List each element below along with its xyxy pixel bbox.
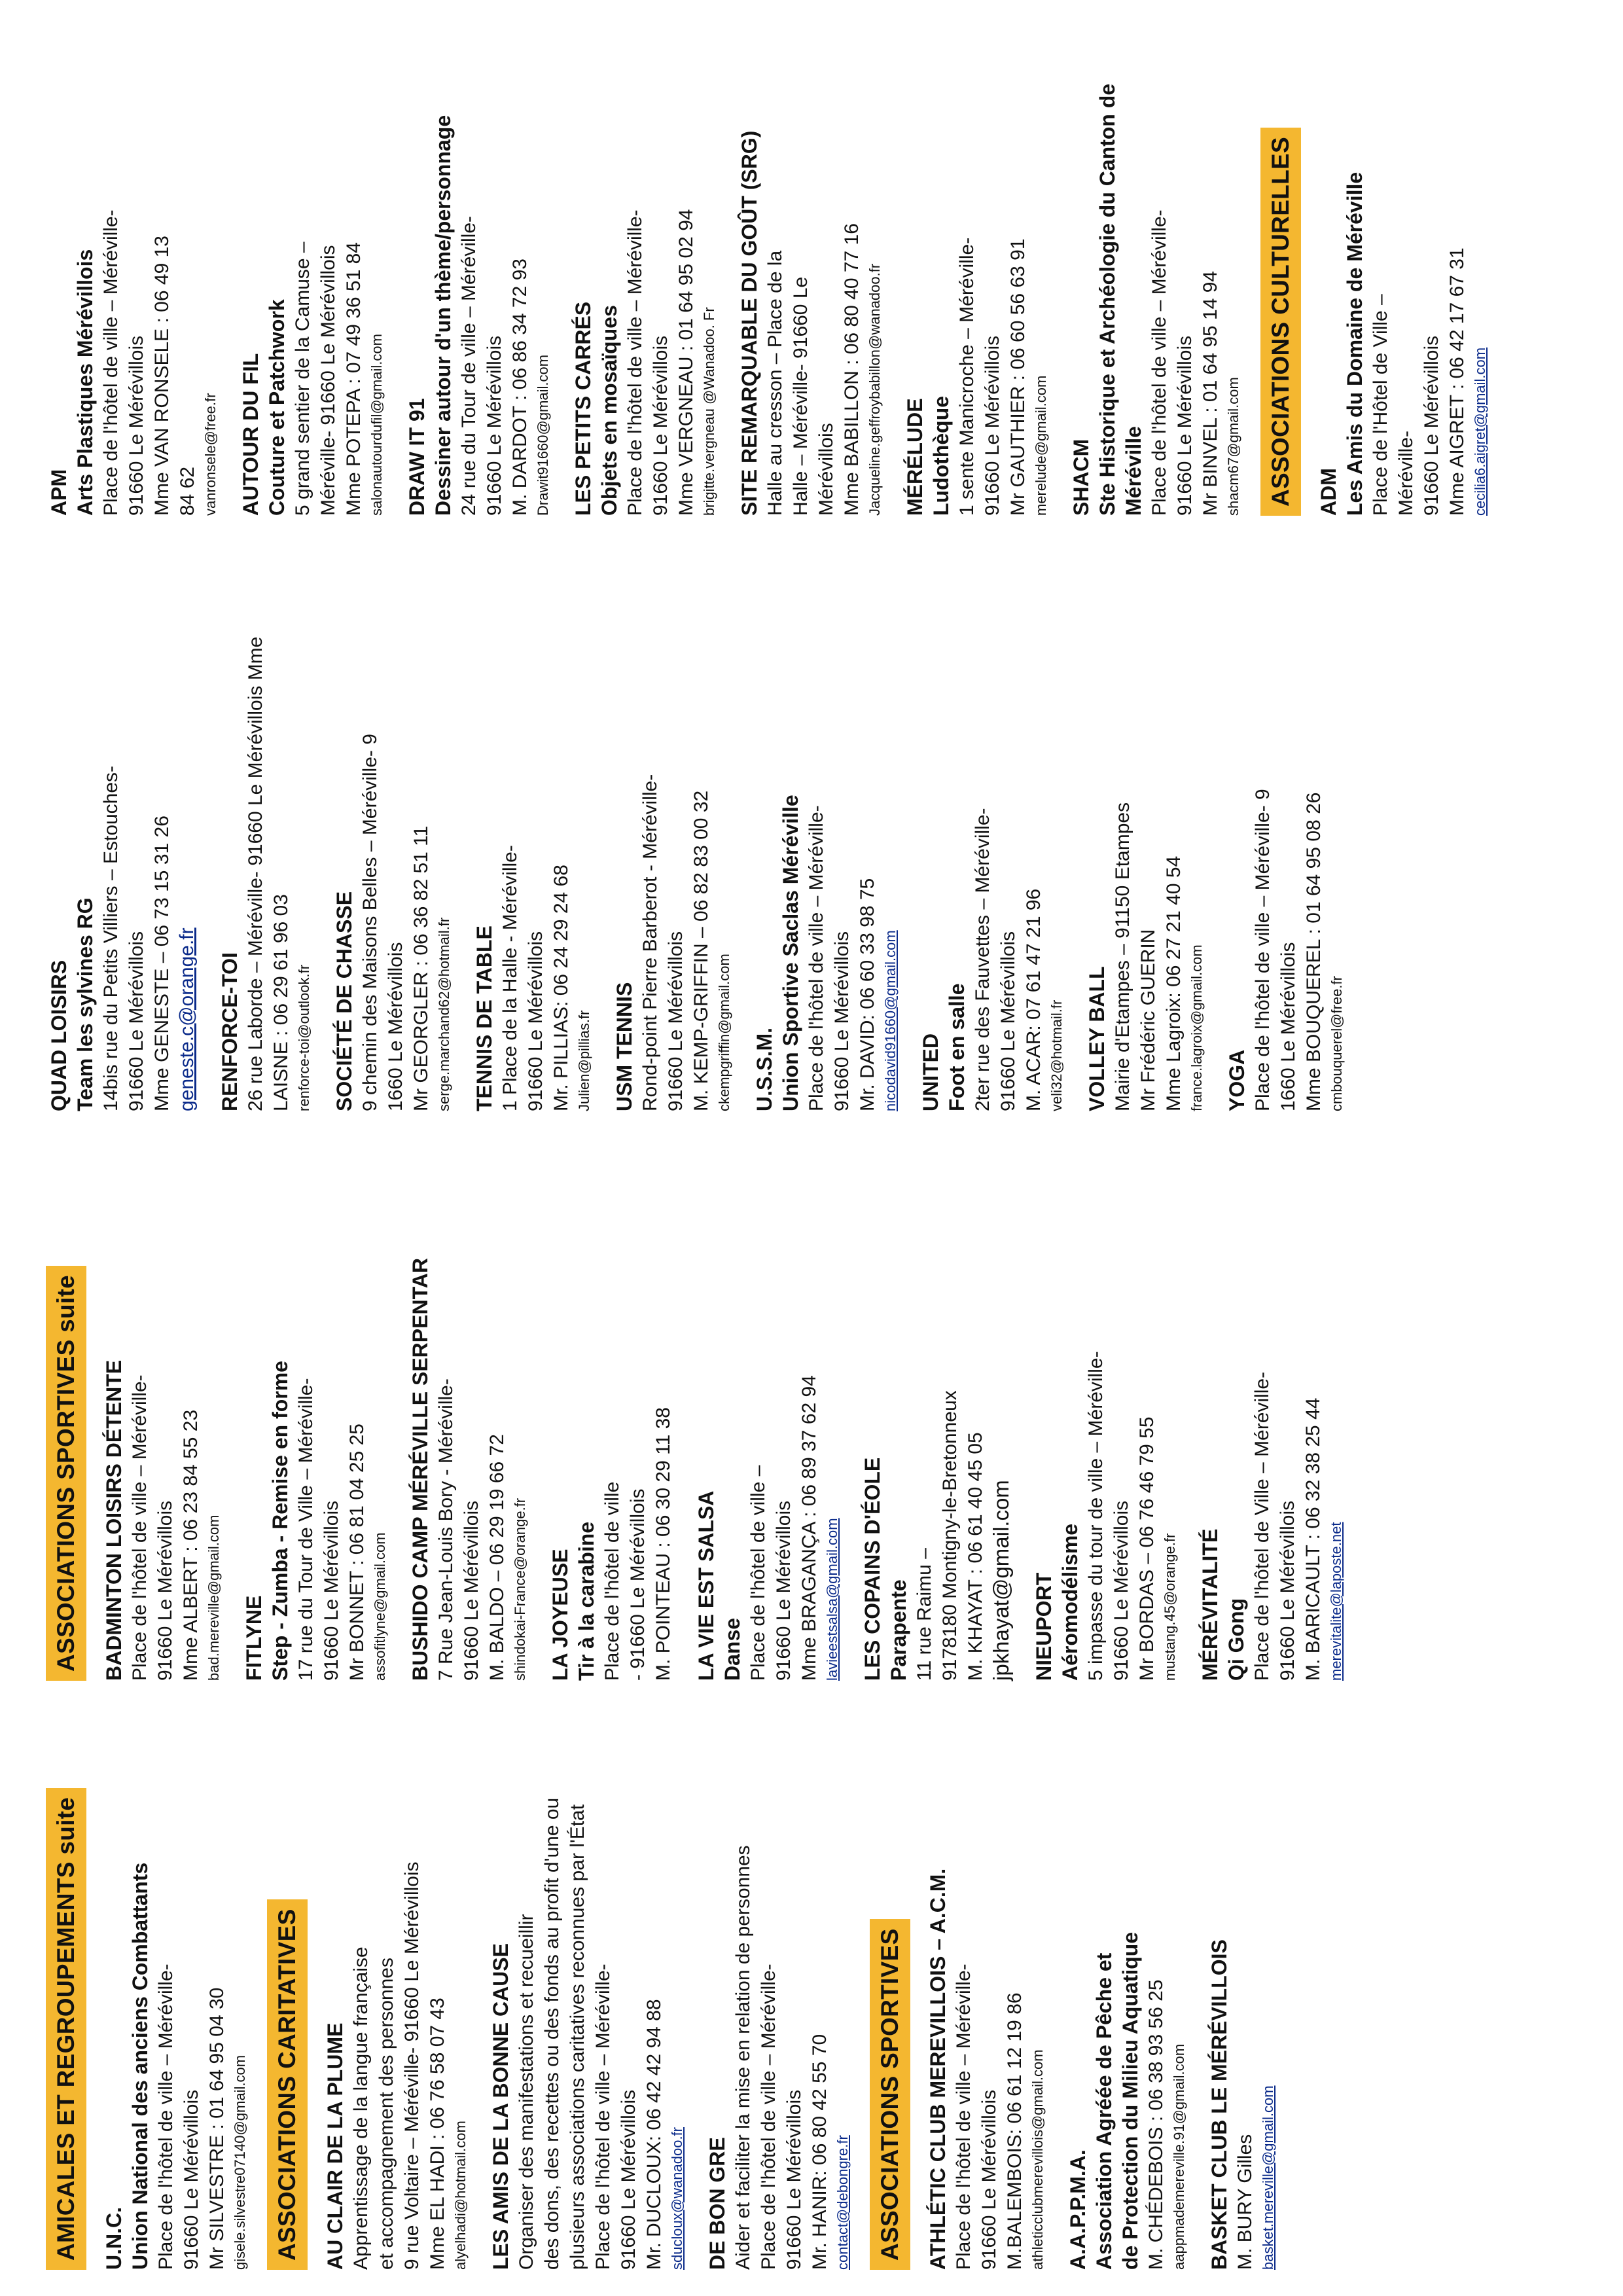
association-detail: 5 impasse du tour de ville – Méréville- [1085,1351,1107,1681]
association-entry [918,522,1067,1111]
association-detail: 91660 Le Mérévillois [525,931,546,1111]
association-email[interactable]: sducloux@wanadoo.fr [669,2126,685,2270]
association-email: gisele.silvestre07140@gmail.com [232,2054,248,2270]
association-name: BUSHIDO CAMP MÉRÉVILLE SERPENTAR [408,1258,432,1681]
association-detail: 1 sente Manicroche – Méréville- [956,237,978,516]
association-name: QUAD LOISIRS [47,960,71,1111]
association-detail: Mr Frédéric GUERIN [1137,929,1159,1111]
association-detail: Halle au cresson – Place de la [764,250,786,516]
column-3 [46,522,1364,1111]
association-email: bad.mereville@gmail.com [205,1515,222,1681]
association-detail: M. DARDOT : 06 86 34 72 93 [509,259,531,516]
column-1 [46,1694,1295,2270]
association-email: Drawit91660@gmail.com [535,354,551,516]
section-header: AMICALES ET REGROUPEMENTS suite [46,1788,86,2270]
association-name: RENFORCE-TOI [218,952,241,1111]
association-entry [925,1694,1048,2270]
association-detail: LAISNE : 06 29 61 96 03 [270,894,292,1111]
association-detail: 91660 Le Mérévillois [665,931,687,1111]
association-email[interactable]: merevitalite@laposte.net [1328,1522,1344,1681]
association-detail: Place de l'hôtel de ville – Méréville- [806,805,827,1111]
association-detail: Place de l'hôtel de ville – Méréville- [1149,209,1170,516]
association-entry [241,1131,390,1681]
association-detail: 9 rue Voltaire – Méréville- 91660 Le Mérévillois [401,1861,423,2270]
association-detail: Mr BINVEL : 01 64 95 14 94 [1200,270,1221,516]
association-activity: Tir à la carabine [575,1521,598,1681]
association-email: brigitte.vergneau @Wanadoo. Fr [701,307,717,516]
association-detail: 9 chemin des Maisons Belles – Méréville- 9 [359,734,381,1111]
association-detail: Mme BRAGANÇA : 06 89 37 62 94 [798,1375,820,1681]
association-detail: Mme BOUQUEREL : 01 64 95 08 26 [1303,792,1325,1111]
association-detail: Mr. DUCLOUX: 06 42 42 94 88 [643,1999,665,2270]
association-detail: 91660 Le Mérévillois [978,2089,1000,2270]
association-detail: 91660 Le Mérévillois [1174,335,1196,516]
association-detail: Mr. HANIR: 06 80 42 55 70 [809,2034,830,2270]
association-detail: Mr. PILLIAS: 06 24 29 24 68 [550,865,572,1111]
association-detail: Apprentissage de la langue française [350,1946,372,2270]
association-email: vanronsele@free.fr [202,393,219,516]
association-detail: 1 Place de la Halle - Méréville- [499,845,521,1111]
association-entry [611,522,734,1111]
association-entry [859,1131,1014,1681]
association-entry [736,18,885,516]
association-entry [46,522,200,1111]
association-detail: Mr SILVESTRE : 01 64 95 04 30 [206,1987,228,2270]
association-email: assofitlyne@gmail.com [372,1532,388,1681]
association-entry [331,522,454,1111]
association-activity: Dessiner autour d'un thème/personnage [431,115,455,516]
association-detail: 91660 Le Mérévillois [126,931,147,1111]
association-entry [404,18,553,516]
association-detail: Mr GAUTHIER : 06 60 56 63 91 [1007,238,1029,516]
association-entry [1315,18,1490,516]
association-email[interactable]: contact@debongre.fr [834,2135,851,2270]
association-entry [1068,18,1243,516]
association-detail: 5 grand sentier de la Camuse – [292,242,313,516]
association-detail: 9178180 Montigny-le-Bretonneux [939,1390,961,1681]
association-detail: 91660 Le Mérévillois [1421,335,1442,516]
column-2 [46,1131,1363,1681]
association-name: LA JOYEUSE [548,1549,572,1681]
association-detail: plusieurs associations caritatives reconnues par l'État [567,1804,588,2270]
association-detail: 91660 Le Mérévillois [773,1500,794,1681]
association-name: SHACM [1069,439,1093,516]
association-email: mustang.45@orange.fr [1162,1533,1178,1681]
association-detail: Place de l'hôtel de ville – [747,1465,769,1681]
association-entry [46,18,221,516]
association-email: jpkhayat@gmail.com [989,1480,1013,1681]
association-name: NIEUPORT [1032,1572,1056,1681]
association-email: shindokai-France@orange.fr [512,1498,528,1681]
association-detail: Mme GENESTE – 06 73 15 31 26 [151,816,173,1111]
association-activity: Qi Gong [1224,1598,1248,1681]
association-detail: des dons, des recettes ou des fonds au profit d'une ou [541,1797,563,2270]
association-email: renforce-toi@outlook.fr [296,964,312,1111]
association-name: A.A.P.P.M.A. [1066,2149,1090,2270]
association-detail: - 91660 Le Mérévillois [627,1488,649,1681]
association-email[interactable]: nicodavid91660@gmail.com [882,930,899,1111]
association-entry [751,522,901,1111]
association-detail: Place de l'hôtel de ville [601,1481,623,1681]
association-name: ADM [1317,468,1340,516]
association-detail: 91660 Le Mérévillois [618,2089,639,2270]
association-detail: 91660 Le Mérévillois [126,335,147,516]
association-detail: de Protection du Milieu Aquatique [1118,1931,1142,2270]
association-name: LES AMIS DE LA BONNE CAUSE [489,1943,512,2270]
association-detail: M. KHAYAT : 06 61 40 45 05 [965,1432,986,1681]
association-email: cmbouquerel@free.fr [1329,976,1345,1111]
association-detail: Mairie d'Etampes – 91150 Etampes [1112,802,1133,1111]
association-activity: Objets en mosaïques [597,305,621,516]
association-activity: Foot en salle [945,983,969,1111]
association-entry [488,1694,687,2270]
association-detail: 91660 Le Mérévillois [982,335,1003,516]
association-detail: Place de l'hôtel de ville – Méréville- [100,209,122,516]
association-detail: Place de l'hôtel de ville – Méréville- [592,1964,614,2270]
section-header: ASSOCIATIONS CULTURELLES [1260,128,1301,516]
association-name: VOLLEY BALL [1085,966,1109,1111]
association-entry [704,1694,853,2270]
association-email[interactable]: basket.mereville@gmail.com [1260,2085,1276,2270]
association-detail: Mme AIGRET : 06 42 17 67 31 [1446,247,1468,516]
association-email: france.lagroix@gmail.com [1188,944,1205,1111]
association-detail: 1660 Le Mérévillois [385,942,406,1111]
association-detail: M. POINTEAU : 06 30 29 11 38 [652,1407,674,1681]
association-email: aappmademereville.91@gmail.com [1171,2043,1187,2270]
association-activity: Union Sportive Saclas Méréville [779,795,802,1111]
association-name: UNITED [919,1033,942,1111]
association-activity: Les Amis du Domaine de Méréville [1343,171,1366,516]
association-activity: Parapente [887,1579,910,1681]
association-name: DE BON GRE [705,2137,729,2270]
association-detail: 1660 Le Mérévillois [1277,942,1299,1111]
association-detail: Mr. DAVID: 06 60 33 98 75 [857,878,878,1111]
association-detail: 91660 Le Mérévillois [650,335,671,516]
association-detail: 91660 Le Mérévillois [461,1500,482,1681]
association-name: LA VIE EST SALSA [694,1490,718,1681]
association-name: DRAW IT 91 [405,398,429,516]
association-email[interactable]: cecilia6.aigret@gmail.com [1472,347,1488,516]
association-detail: 91660 Le Mérévillois [783,2089,805,2270]
association-detail: 84 62 [177,466,198,516]
association-activity: Step - Zumba - Remise en forme [268,1361,292,1681]
association-name: LES PETITS CARRÉS [571,301,595,516]
association-entry [693,1131,842,1681]
association-entry [471,522,594,1111]
column-4 [46,18,1507,516]
association-detail: Association Agréée de Pêche et [1092,1952,1116,2270]
association-detail: M. BALDO – 06 29 19 66 72 [486,1434,508,1681]
association-detail: 91660 Le Mérévillois [181,2089,202,2270]
section-header: ASSOCIATIONS CARITATIVES [267,1899,308,2270]
association-detail: 2ter rue des Fauvettes – Méréville- [972,808,993,1111]
association-name: FITLYNE [242,1595,266,1681]
section-header: ASSOCIATIONS SPORTIVES suite [46,1266,86,1681]
association-detail: Méréville- 91660 Le Mérévillois [317,245,339,516]
association-name: LES COPAINS D'ÉOLE [861,1457,884,1681]
association-name: ATHLÉTIC CLUB MEREVILLOIS – A.C.M. [926,1868,950,2270]
association-detail: 11 rue Raimu – [914,1548,935,1681]
association-email: shacm67@gmail.com [1225,377,1241,516]
association-detail: 91660 Le Mérévillois [997,931,1019,1111]
association-entry [238,18,387,516]
association-detail: Mme VERGNEAU : 01 64 95 02 94 [675,209,697,516]
association-activity: Danse [721,1617,744,1681]
association-activity: Couture et Patchwork [265,299,289,516]
association-entry [1224,522,1347,1111]
association-detail: Mme POTEPA : 07 49 36 51 84 [343,242,365,516]
association-detail: Place de l'Hôtel de Ville – [1370,294,1391,516]
association-detail: 26 rue Laborde – Méréville- 91660 Le Mérévillois Mme [245,636,266,1111]
association-detail: Place de l'hôtel de Ville – Méréville- [1251,1371,1273,1681]
association-detail: Place de l'hôtel de ville – Méréville- [953,1964,974,2270]
association-name: U.S.S.M. [753,1027,776,1111]
association-name: APM [47,469,71,516]
association-entry [1206,1694,1278,2270]
association-entry [1031,1131,1180,1681]
association-entry [1084,522,1207,1111]
section-header: ASSOCIATIONS SPORTIVES [870,1919,910,2270]
association-detail: 91660 Le Mérévillois [484,335,505,516]
association-entry [101,1131,224,1681]
association-name: BADMINTON LOISIRS DÉTENTE [102,1359,126,1681]
association-detail: Mérévillois [815,423,837,516]
association-detail: 91660 Le Mérévillois [1111,1500,1132,1681]
association-entry [1197,1131,1346,1681]
association-entry [407,1131,530,1681]
association-detail: 91660 Le Mérévillois [831,931,853,1111]
association-entry [547,1131,676,1681]
association-name: AU CLAIR DE LA PLUME [323,2022,347,2270]
association-detail: 91660 Le Mérévillois [154,1500,176,1681]
association-name: MÉRÉLUDE [903,398,927,516]
association-detail: Place de l'hôtel de ville – Méréville- [155,1964,177,2270]
association-name: MÉRÉVITALITÉ [1198,1528,1222,1681]
association-entry [217,522,314,1111]
association-detail: Rond-point Pierre Barberot - Méréville- [639,774,661,1111]
association-name: SITE REMARQUABLE DU GOÛT (SRG) [738,130,761,516]
association-detail: Mme Lagroix: 06 27 21 40 54 [1163,855,1185,1111]
association-detail: Mr GEORGLER : 06 36 82 51 11 [410,825,432,1111]
association-activity: Arts Plastiques Mérévillois [73,249,97,516]
association-name: AUTOUR DU FIL [239,353,262,516]
association-email: serge.marchand62@hotmail.fr [436,917,452,1111]
association-email: veli32@hotmail.fr [1048,999,1065,1111]
association-detail: M. BARICAULT : 06 32 38 25 44 [1302,1397,1324,1681]
association-name: YOGA [1225,1049,1249,1111]
association-name: SOCIÉTÉ DE CHASSE [332,891,356,1111]
association-detail: M. KEMP-GRIFFIN – 06 82 83 00 32 [690,790,712,1111]
association-entry [322,1694,471,2270]
association-detail: M. CHÉDEBOIS : 06 38 93 56 25 [1145,1979,1167,2270]
association-email: Jacqueline.geffroybabillon@wanadoo.fr [866,263,883,516]
association-email: ckempgriffin@gmail.com [716,954,732,1111]
association-detail: Place de l'hôtel de ville – Méréville- [129,1374,151,1681]
association-entry [1065,1694,1189,2270]
association-detail: 14bis rue du Petits Villiers – Estouches- [100,765,122,1111]
association-name: USM TENNIS [613,982,636,1111]
association-detail: Organiser des manifestations et recueillir [516,1914,537,2270]
association-detail: Mme BABILLON : 06 80 40 77 16 [841,223,863,516]
association-detail: M. ACAR: 07 61 47 21 96 [1023,888,1044,1111]
association-detail: et accompagnement des personnes [376,1958,397,2270]
association-name: U.N.C. [102,2207,126,2270]
association-email: athleticclubmerevillois@gmail.com [1029,2049,1046,2270]
association-email: merelude@gmail.com [1033,375,1049,516]
association-email: alyelhadi@hotmail.com [452,2121,469,2270]
association-detail: 17 rue du Tour de Ville – Méréville- [295,1378,317,1681]
association-entry [570,18,719,516]
association-detail: Place de l'hôtel de ville – Méréville- 9 [1252,789,1274,1111]
association-detail: M.BALEMBOIS: 06 61 12 19 86 [1004,1992,1026,2270]
association-entry [101,1694,250,2270]
association-activity: Aéromodélisme [1058,1523,1082,1681]
association-detail: Mme VAN RONSELE : 06 49 13 [151,236,173,516]
association-detail: Méréville- [1395,430,1417,516]
association-detail: 7 Rue Jean-Louis Bory - Méréville- [435,1378,457,1681]
association-entry [902,18,1051,516]
association-detail: M. BURY Gilles [1234,2134,1256,2270]
association-detail: 91660 Le Mérévillois [321,1500,342,1681]
association-activity: Union National des anciens Combattants [128,1862,152,2270]
association-email: salonautourdufil@gmail.com [368,334,385,516]
association-detail: Place de l'hôtel de ville – Méréville- [758,1964,779,2270]
association-detail: Halle – Méréville- 91660 Le [790,276,812,516]
association-detail: 24 rue du Tour de ville – Méréville- [458,215,480,516]
association-activity: Team les sylvines RG [73,897,97,1111]
association-detail: Mme ALBERT : 06 23 84 55 23 [180,1409,202,1681]
association-detail: 91660 Le Mérévillois [1277,1500,1298,1681]
association-activity: Ste Historique et Archéologie du Canton de Méréville [1096,83,1145,516]
association-name: BASKET CLUB LE MÉRÉVILLOIS [1207,1939,1231,2270]
association-email: Julien@pillias.fr [576,1010,592,1111]
association-detail: Mme EL HADI : 06 76 58 07 43 [427,1998,448,2270]
association-detail: Aider et faciliter la mise en relation de personnes [732,1845,754,2270]
association-name: TENNIS DE TABLE [473,925,496,1111]
association-detail: Mr BONNET : 06 81 04 25 25 [346,1424,368,1681]
association-detail: Place de l'hôtel de ville – Méréville- [624,209,646,516]
association-detail: Mr BORDAS – 06 76 46 79 55 [1136,1416,1158,1681]
association-activity: Ludothèque [929,395,953,516]
association-email[interactable]: geneste.c@orange.fr [176,927,198,1111]
association-email[interactable]: lavieestsalsa@gmail.com [824,1518,840,1681]
